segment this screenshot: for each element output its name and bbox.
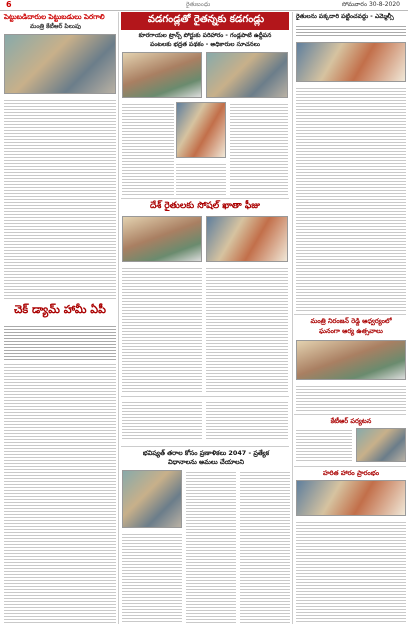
banner-headline: వడగండ్లతో రైతన్నకు కడగండ్లు — [147, 14, 265, 25]
bottom-body-col2 — [186, 470, 236, 624]
right-small-photo-1 — [356, 428, 406, 462]
section-divider — [121, 446, 289, 447]
banner-photo-right — [206, 52, 288, 98]
mid-photo-left — [122, 216, 202, 262]
bottom-headline-2: విధానాలను అమలు చేయాలని — [167, 458, 245, 466]
right-top-headline: రైతులను పక్కదారి పట్టించవద్దు - ఎమ్మెల్సీ — [296, 13, 394, 20]
left-top-photo — [4, 34, 116, 94]
right-mid-body — [296, 384, 406, 412]
lower-body-col2 — [206, 400, 288, 440]
page-number: 6 — [6, 0, 12, 9]
right-mid-photo — [296, 340, 406, 380]
right-top-body — [296, 86, 406, 312]
left-top-subhead: మంత్రి కేటీఆర్ పిలుపు — [30, 23, 81, 30]
right-small-body-1 — [296, 428, 352, 462]
mid-photo-right — [206, 216, 288, 262]
left-big-headline: చెక్ డ్యామ్ హామీ ఏపీ — [14, 303, 106, 316]
mid-headline: దేశ్ రైతులకు సోషల్ ఖాతా ఫీజు — [150, 201, 260, 211]
column-divider — [292, 12, 293, 624]
left-lead-body — [4, 324, 116, 360]
paper-name: రైతుబంధు — [186, 1, 211, 8]
bottom-body-col3 — [240, 470, 290, 624]
column-divider — [118, 12, 119, 624]
issue-date: సోమవారం 30-8-2020 — [341, 1, 400, 8]
section-divider — [121, 396, 289, 397]
right-mid-subhead: ఘనంగా ఆర్య ఉత్సవాలు — [319, 327, 383, 335]
bottom-headline-1: భవిష్యత్ తరాల కోసం ప్రణాళికలు 2047 - ప్రత్యేక — [142, 449, 270, 457]
banner-photo-left — [122, 52, 202, 98]
right-small-head-1: కేటీఆర్ పర్యటన — [330, 417, 372, 425]
left-top-body — [4, 98, 116, 300]
section-divider — [294, 414, 406, 415]
banner-inset-photo — [176, 102, 226, 158]
banner-body-col3 — [230, 102, 288, 196]
section-divider — [294, 466, 406, 467]
right-small-photo-2 — [296, 480, 406, 516]
section-divider — [121, 198, 289, 199]
right-mid-headline: మంత్రి నిరంజన్ రెడ్డి ఆధ్వర్యంలో — [310, 317, 392, 325]
banner-body-col1 — [122, 102, 174, 196]
banner-subhead-1: కూరగాయల ట్రాన్స్ పోర్టుకు పరిహారం - గండ్లపాటి ఉద్దీపన — [138, 32, 272, 39]
mid-body-col2 — [206, 266, 288, 392]
lower-body-col1 — [122, 400, 202, 440]
banner-body-col2 — [176, 162, 226, 196]
banner-subhead-2: పంటలకు భద్రత పథకం - అధికారుల సూచనలు — [150, 41, 260, 48]
bottom-body-col1 — [122, 532, 182, 624]
section-divider — [294, 314, 406, 315]
right-top-photo — [296, 42, 406, 82]
left-bottom-body — [4, 362, 116, 624]
bottom-photo — [122, 470, 182, 528]
mid-body-col1 — [122, 266, 202, 392]
masthead — [0, 0, 408, 11]
left-top-headline: పెట్టుబడిదారుల పెట్టుబడులు పెరగాలి — [4, 13, 105, 21]
right-bottom-body — [296, 520, 406, 624]
right-top-deck — [296, 24, 406, 38]
right-small-head-2: హరిత హారం ప్రారంభం — [322, 469, 380, 477]
